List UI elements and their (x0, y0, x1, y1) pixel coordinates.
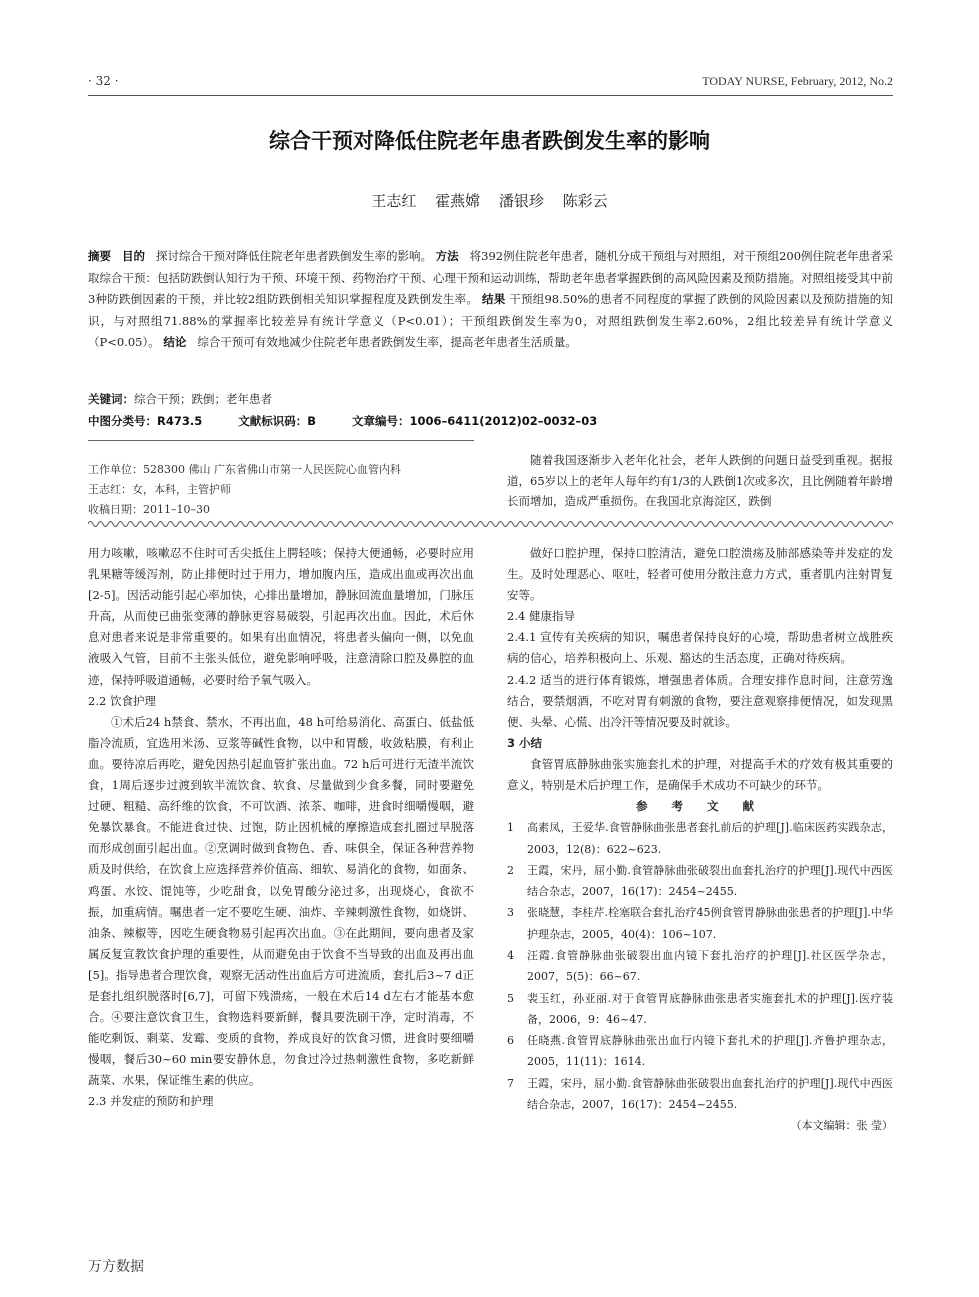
reference-item (507, 902, 893, 945)
abstract (88, 246, 893, 354)
classification-line (88, 413, 597, 429)
keywords (88, 391, 272, 407)
reference-item (507, 988, 893, 1031)
reference-number: 1 (507, 821, 514, 835)
summary-paragraph: 食管胃底静脉曲张实施套扎术的护理，对提高手术的疗效有极其重要的意义，特别是术后护理工作，是确保手术成功不可缺少的环节。 (507, 756, 893, 793)
method-text: 将392例住院老年患者，随机分成干预组与对照组，对干预组200例住院老年患者采取综合干预：包括防跌倒认知行为干预、环境干预、药物治疗干预、心理干预和运动训练，帮助老年患者掌握跌倒的高风险因素及预防措施。对照组接受其中前3种防跌倒因素的干预，并比较2组防跌倒相关知识掌握程度及跌倒发生率。 (88, 249, 894, 307)
keywords-text: 综合干预；跌倒；老年患者 (134, 392, 272, 406)
reference-list (507, 817, 893, 1115)
conclusion-label: 结论 (163, 335, 187, 350)
reference-item (507, 817, 893, 860)
reference-number: 5 (507, 991, 514, 1005)
affiliation-line: 工作单位：528300 佛山 广东省佛山市第一人民医院心血管内科 (88, 463, 401, 476)
reference-text: 张晓慧，李桂芹.栓塞联合套扎治疗45例食管胃静脉曲张患者的护理[J].中华护理杂志，2005，40(4)：106~107. (527, 906, 893, 941)
left-column (88, 543, 474, 1113)
journal-header: TODAY NURSE, February, 2012, No.2 (702, 74, 893, 88)
method-label: 方法 (435, 249, 459, 263)
clc-number: 中图分类号：R473.5 (88, 414, 203, 428)
right-column (507, 543, 893, 1136)
wave-divider (88, 518, 893, 530)
objective-label: 目的 (121, 249, 145, 263)
page-number: · 32 · (88, 74, 119, 88)
section-2-3-heading: 2.3 并发症的预防和护理 (88, 1094, 214, 1109)
section-3-heading: 3 小结 (507, 735, 543, 750)
article-authors: 王志红 霍燕嫦 潘银珍 陈彩云 (371, 192, 608, 210)
intro-paragraph (507, 450, 893, 512)
classification-rule (88, 440, 474, 441)
reference-text: 王霞，宋丹，屈小勤.食管静脉曲张破裂出血套扎治疗的护理[J].现代中西医结合杂志，2007，16(17)：2454~2455. (527, 1076, 893, 1112)
header-rule (88, 95, 893, 96)
result-text: 干预组98.50%的患者不同程度的掌握了跌倒的风险因素以及预防措施的知识，与对照组71.88%的掌握率比较差异有统计学意义（P<0.01）；干预组跌倒发生率为0，对照组跌倒发生率2.60%，2组比较差异有统计学意义（P<0.05）。 (88, 292, 894, 350)
reference-text: 王霞，宋丹，屈小勤.食管静脉曲张破裂出血套扎治疗的护理[J].现代中西医结合杂志，2007，16(17)：2454~2455. (527, 863, 893, 899)
reference-number: 7 (507, 1076, 514, 1090)
author-info-line: 王志红：女，本科，主管护师 (88, 483, 231, 496)
references-heading: 参 考 文 献 (635, 799, 764, 814)
reference-item (507, 945, 893, 988)
reference-item (507, 1073, 893, 1116)
result-label: 结果 (481, 292, 506, 307)
intro-text: 随着我国逐渐步入老年化社会，老年人跌倒的问题日益受到重视。据报道，65岁以上的老年人每年约有1/3的人跌倒1次或多次，且比例随着年龄增长而增加，造成严重损伤。在我国北京海淀区，跌倒 (507, 453, 893, 508)
right-paragraph-1: 做好口腔护理，保持口腔清洁，避免口腔溃疡及肺部感染等并发症的发生。及时处理恶心、呕吐，轻者可使用分散注意力方式，重者肌内注射胃复安等。 (507, 546, 893, 603)
reference-item (507, 1030, 893, 1073)
affiliation-block (88, 460, 488, 520)
objective-text: 探讨综合干预对降低住院老年患者跌倒发生率的影响。 (155, 249, 432, 263)
reference-text: 裴玉红，孙亚丽.对于食管胃底静脉曲张患者实施套扎术的护理[J].医疗装备，2006，9：46~47. (527, 991, 893, 1026)
article-title: 综合干预对降低住院老年患者跌倒发生率的影响 (269, 129, 710, 153)
section-2-4-2-text: 2.4.2 适当的进行体育锻炼，增强患者体质。合理安排作息时间，注意劳逸结合，要禁烟酒，不吃对胃有刺激的食物，要注意观察排便情况，如发现黑便、头晕、心慌、出冷汗等情况要及时就诊。 (507, 672, 893, 729)
abstract-label: 摘要 (88, 249, 112, 263)
reference-number: 2 (507, 863, 514, 877)
reference-number: 6 (507, 1034, 514, 1048)
section-2-2-heading: 2.2 饮食护理 (88, 693, 156, 708)
left-paragraph-2: ①术后24 h禁食、禁水，不再出血，48 h可给易消化、高蛋白、低盐低脂冷流质，宜选用米汤、豆浆等碱性食物，以中和胃酸，收敛粘膜，有利止血。要待凉后再吃，避免因热引起血管扩张出血。72 h后可进行无渣半流饮食，1周后逐步过渡到软半流饮食、软食、尽量做到少食多餐，同时要避免过硬、粗糙、高纤维的饮食，不可饮酒、浓茶、咖啡，进食时细嚼慢咽，避免暴饮暴食。不能进食过快、过饱，防止因机械的摩擦造成套扎圈过早脱落而形成创面引起出血。②烹调时做到食物色、香、味俱全，保证各种营养物质及时供给，在饮食上应选择营养价值高、细软、易消化的食物，如面条、鸡蛋、水饺、馄饨等，少吃甜食，以免胃酸分泌过多，出现烧心，食欲不振，加重病情。嘱患者一定不要吃生硬、油炸、辛辣刺激性食物，如烧饼、油条、辣椒等，因吃生硬食物易引起再次出血。③在此期间，要向患者及家属反复宣教饮食护理的重要性，从而避免由于饮食不当导致的出血及再出血[5]。指导患者合理饮食，观察无活动性出血后方可进流质，套扎后3~7 d正是套扎组织脱落时[6,7]，可留下残溃疡，一般在术后14 d左右才能基本愈合。④要注意饮食卫生，食物选料要新鲜，餐具要洗刷干净，定时消毒，不能吃剩饭、剩菜、发霉、变质的食物，养成良好的饮食习惯，进食时要细嚼慢咽，餐后30~60 min要安静休息，勿食过冷过热刺激性食物，多吃新鲜蔬菜、水果，保证维生素的供应。 (88, 714, 474, 1088)
article-number: 文章编号：1006–6411(2012)02–0032–03 (352, 414, 598, 428)
reference-number: 4 (507, 949, 514, 962)
conclusion-text: 综合干预可有效地减少住院老年患者跌倒发生率，提高老年患者生活质量。 (197, 335, 577, 350)
received-date-line: 收稿日期：2011–10–30 (88, 503, 210, 516)
reference-number: 3 (507, 906, 514, 920)
document-code: 文献标识码：B (238, 414, 316, 428)
left-paragraph-1: 用力咳嗽，咳嗽忍不住时可舌尖抵住上腭轻咳；保持大便通畅，必要时应用乳果糖等缓泻剂，防止排便时过于用力，增加腹内压，造成出血或再次出血[2-5]。因活动能引起心率加快，心排出量增加，静脉回流血量增加，门脉压升高，从而使已曲张变薄的静脉更容易破裂，引起再次出血。因此，术后休息对患者来说是非常重要的。如果有出血情况，将患者头偏向一侧，以免血液吸入气管，目前不主张头低位，避免影响呼吸，注意清除口腔及鼻腔的血迹，保持呼吸道通畅，必要时给予氧气吸入。 (88, 546, 474, 687)
section-2-4-heading: 2.4 健康指导 (507, 609, 575, 624)
reference-text: 任晓燕.食管胃底静脉曲张出血行内镜下套扎术的护理[J].齐鲁护理杂志，2005，11(11)：1614. (527, 1034, 893, 1069)
section-2-4-1-text: 2.4.1 宣传有关疾病的知识，嘱患者保持良好的心境，帮助患者树立战胜疾病的信心，培养积极向上、乐观、豁达的生活态度，正确对待疾病。 (507, 630, 893, 666)
reference-item (507, 860, 893, 903)
watermark: 万方数据 (88, 1259, 144, 1275)
editor-note: （本文编辑：张 莹） (790, 1119, 893, 1133)
keywords-label: 关键词： (88, 392, 134, 406)
reference-text: 高素凤，王爱华.食管静脉曲张患者套扎前后的护理[J].临床医药实践杂志，2003，12(8)：622~623. (527, 821, 893, 856)
reference-text: 汪霞.食管静脉曲张破裂出血内镜下套扎治疗的护理[J].社区医学杂志，2007，5(5)：66~67. (527, 949, 893, 984)
